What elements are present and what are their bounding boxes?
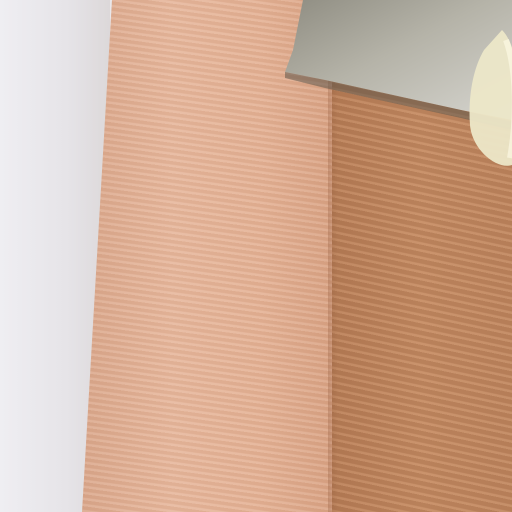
cream-object-highlight [462, 30, 512, 170]
